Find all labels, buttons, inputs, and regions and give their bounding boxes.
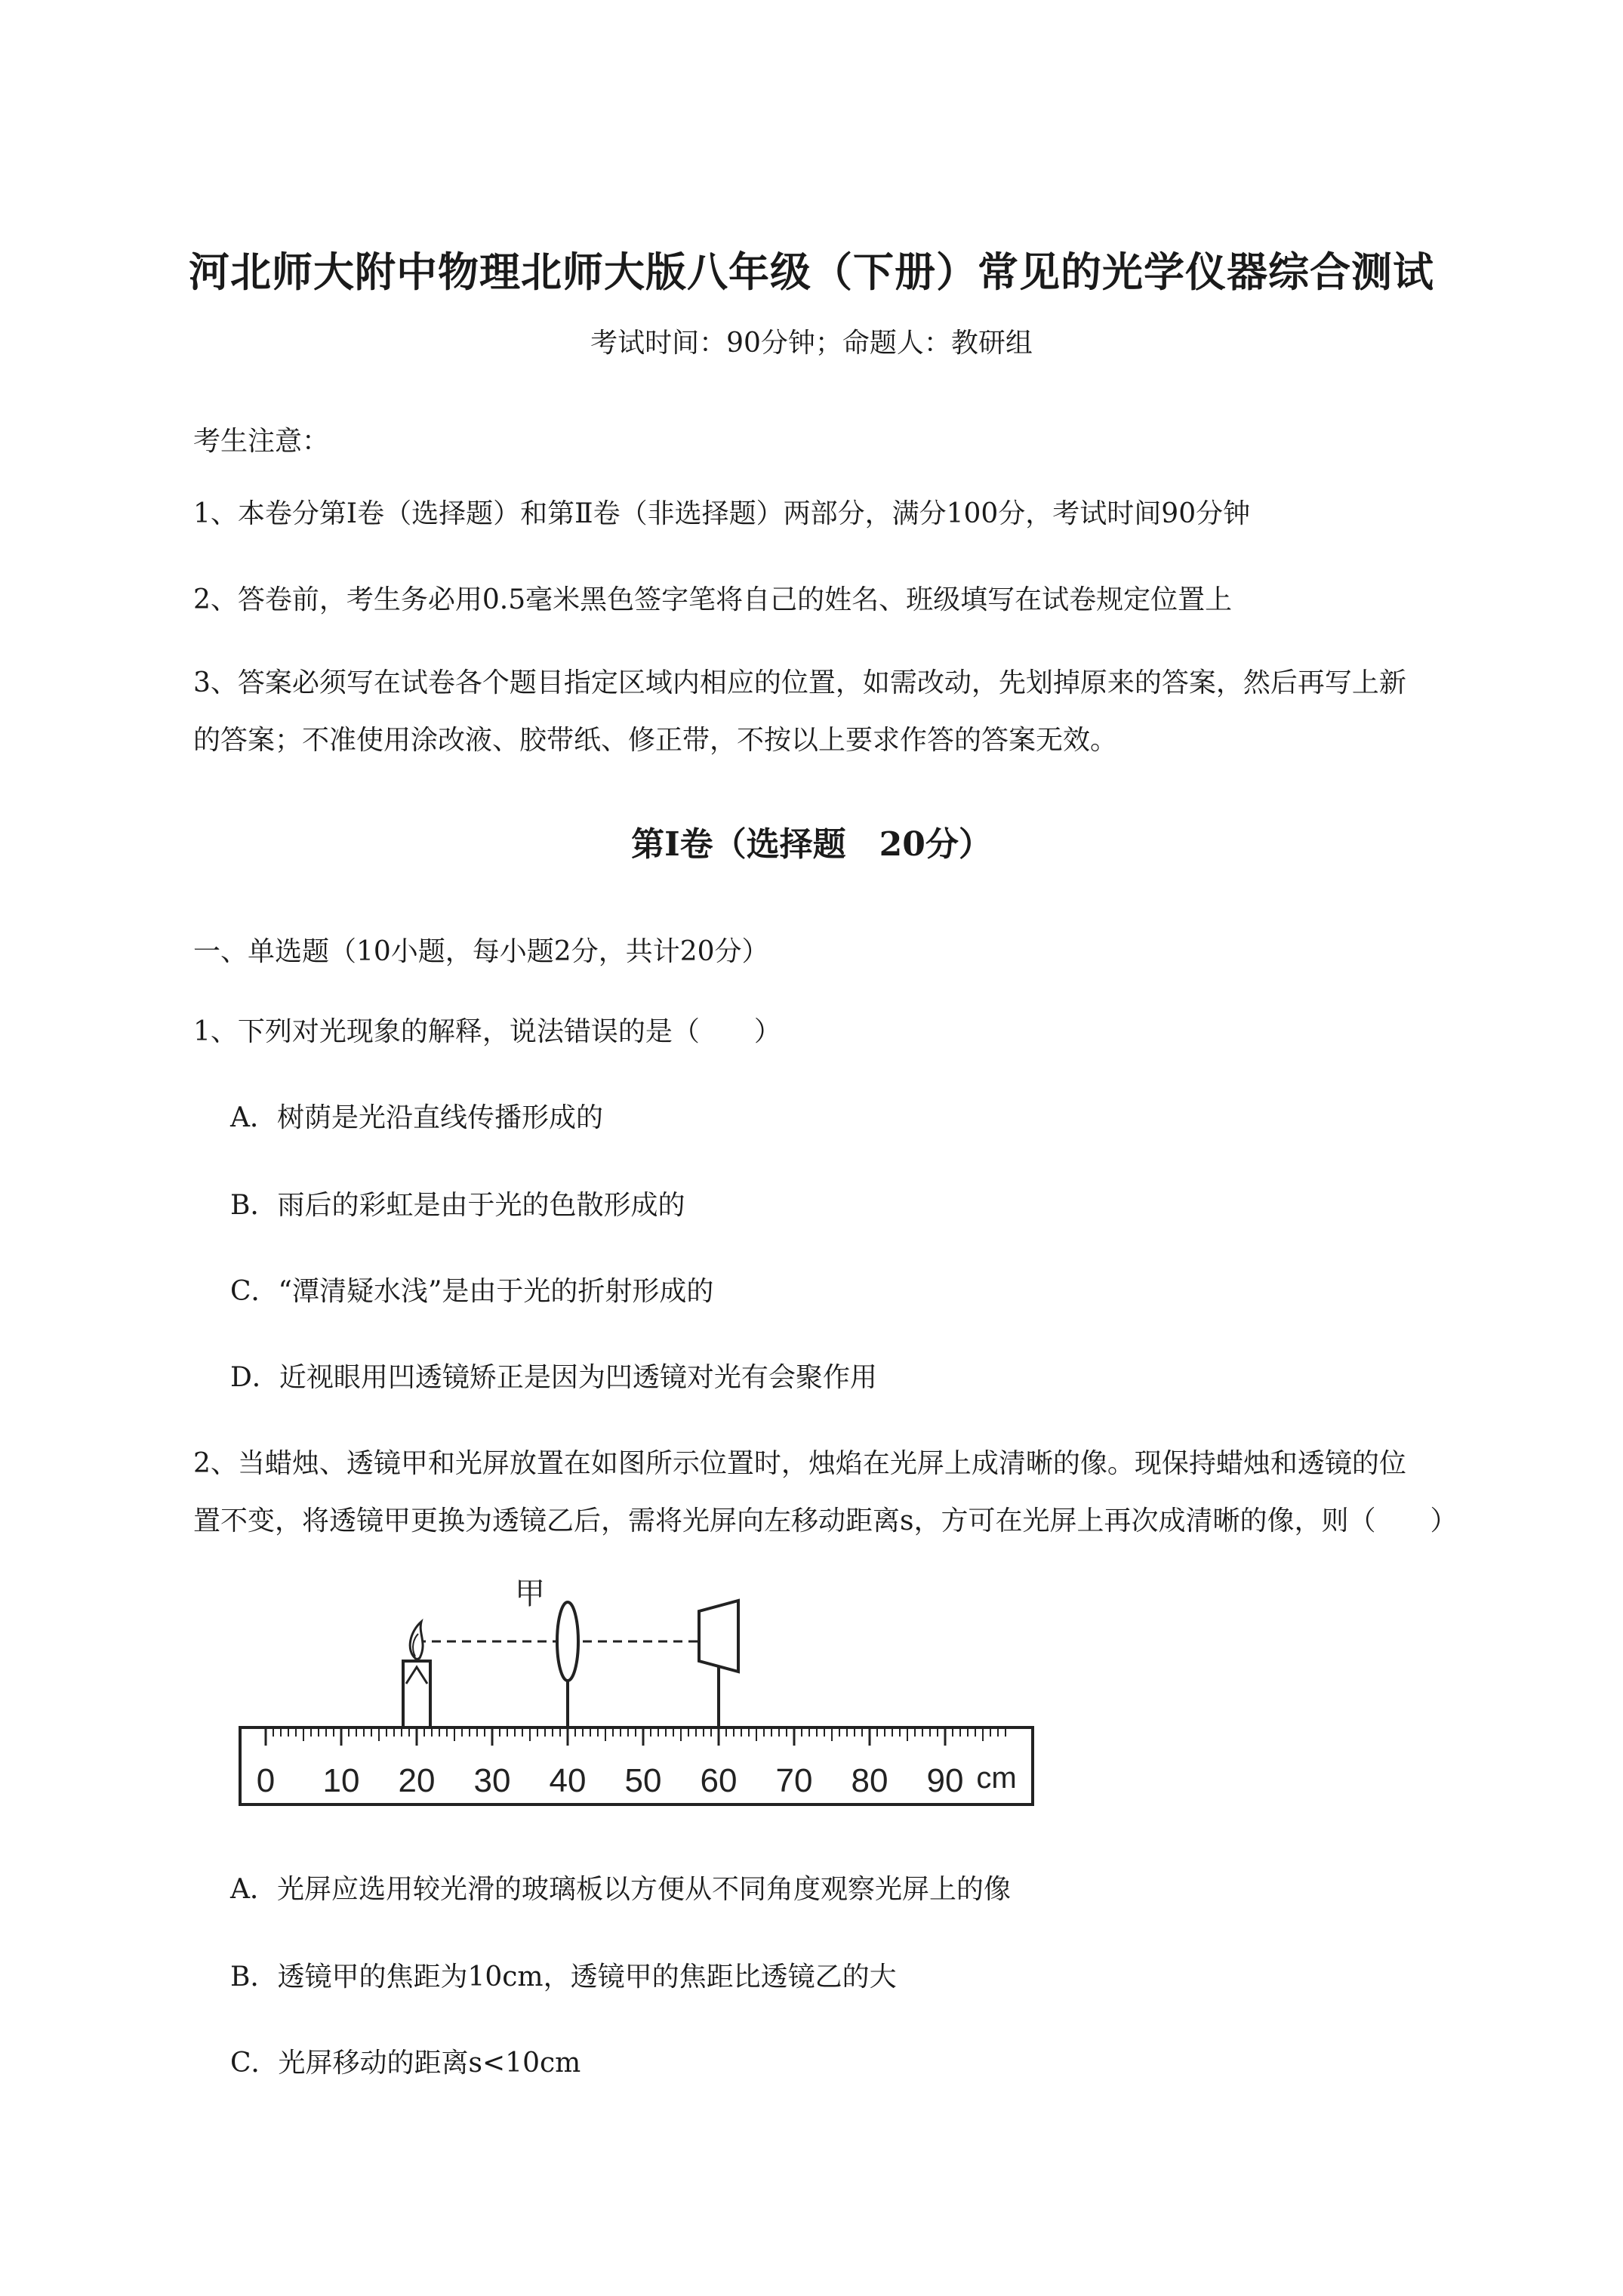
ruler-tick-label: 90: [926, 1762, 964, 1799]
candle-body: [403, 1661, 430, 1727]
ruler-tick-label: 40: [549, 1762, 587, 1799]
q2-option-a: A．光屏应选用较光滑的玻璃板以方便从不同角度观察光屏上的像: [230, 1874, 1011, 1905]
optical-bench-figure: [226, 1578, 1057, 1812]
ruler-unit-label: cm: [976, 1761, 1017, 1795]
exam-subtitle: 考试时间：90分钟；命题人：教研组: [590, 328, 1033, 359]
q1-option-d: D．近视眼用凹透镜矫正是因为凹透镜对光有会聚作用: [230, 1362, 877, 1393]
q2-option-b: B．透镜甲的焦距为10cm，透镜甲的焦距比透镜乙的大: [230, 1962, 897, 1992]
notice-item-3: 3、答案必须写在试卷各个题目指定区域内相应的位置，如需改动，先划掉原来的答案，然后再写上新: [193, 667, 1406, 698]
q1-option-c: C．“潭清疑水浅”是由于光的折射形成的: [230, 1276, 714, 1307]
q1-stem: 1、下列对光现象的解释，说法错误的是（ ）: [193, 1016, 781, 1047]
notice-item-2: 2、答卷前，考生务必用0.5毫米黑色签字笔将自己的姓名、班级填写在试卷规定位置上: [193, 584, 1233, 615]
notice-heading: 考生注意：: [193, 426, 330, 457]
ruler-tick-label: 20: [398, 1762, 436, 1799]
candle-flame-icon: [410, 1622, 423, 1660]
section-title: [0, 817, 1623, 865]
ruler-tick-label: 70: [775, 1762, 813, 1799]
ruler-tick-label: 0: [256, 1762, 276, 1799]
ruler-tick-label: 60: [700, 1762, 738, 1799]
q1-option-a: A．树荫是光沿直线传播形成的: [230, 1102, 603, 1133]
section-title-score: 20分）: [879, 825, 992, 864]
part1-heading: 一、单选题（10小题，每小题2分，共计20分）: [193, 936, 769, 967]
ruler-tick-label: 10: [322, 1762, 360, 1799]
q1-option-b: B．雨后的彩虹是由于光的色散形成的: [230, 1190, 685, 1221]
q2-option-c: C．光屏移动的距离s<10cm: [230, 2048, 581, 2079]
notice-item-1: 1、本卷分第I卷（选择题）和第Ⅱ卷（非选择题）两部分，满分100分，考试时间90分钟: [193, 498, 1251, 529]
ruler-tick-label: 80: [851, 1762, 888, 1799]
ruler-tick-label: 30: [473, 1762, 511, 1799]
section-title-main: 第I卷（选择题: [631, 825, 846, 864]
exam-title: 河北师大附中物理北师大版八年级（下册）常见的光学仪器综合测试: [189, 248, 1434, 296]
lens-label: 甲: [515, 1578, 545, 1611]
notice-item-3-cont: 的答案；不准使用涂改液、胶带纸、修正带，不按以上要求作答的答案无效。: [193, 725, 1118, 756]
ruler-tick-label: 50: [624, 1762, 662, 1799]
q2-stem-line2: 置不变，将透镜甲更换为透镜乙后，需将光屏向左移动距离s，方可在光屏上再次成清晰的像，则（ ）: [193, 1505, 1458, 1536]
q2-stem-line1: 2、当蜡烛、透镜甲和光屏放置在如图所示位置时，烛焰在光屏上成清晰的像。现保持蜡烛和透镜的位: [193, 1448, 1406, 1479]
convex-lens-icon: [557, 1602, 578, 1681]
light-screen-icon: [699, 1601, 738, 1672]
